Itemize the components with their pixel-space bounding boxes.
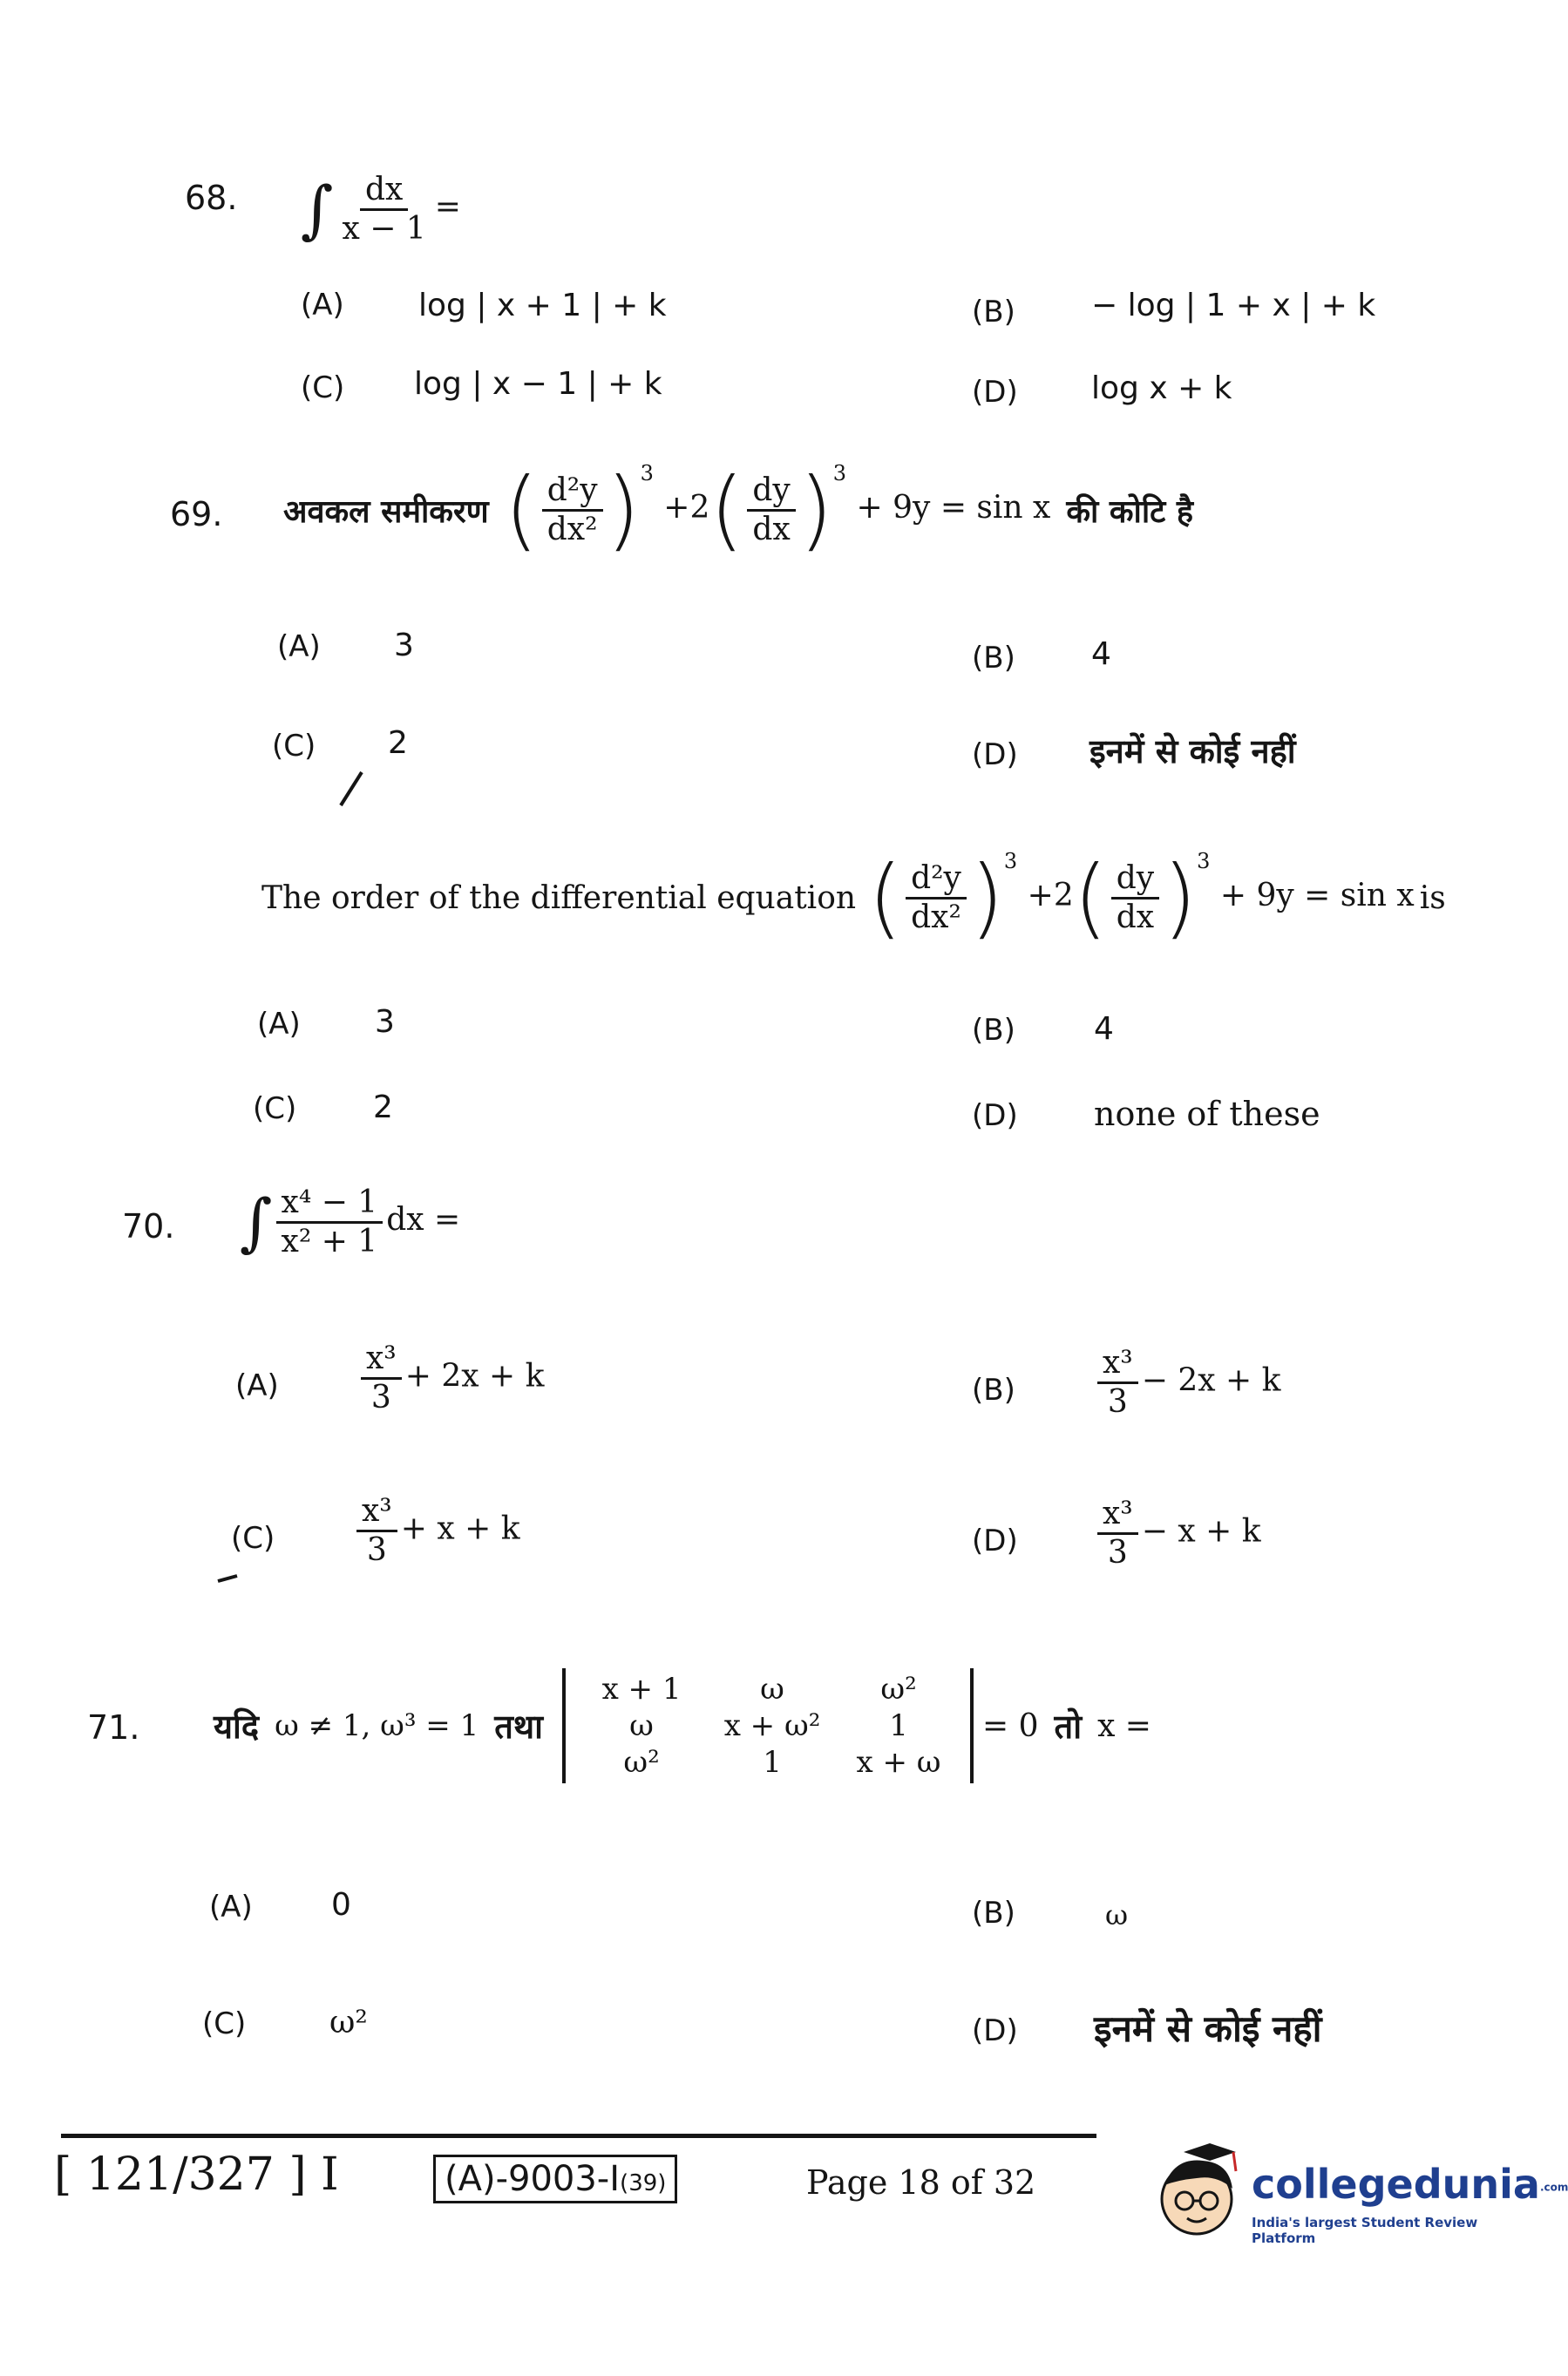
option-value-a: 0 [331, 1887, 351, 1923]
option-value-c: ω² [329, 2005, 368, 2040]
option-value-a: 3 [375, 1004, 395, 1040]
option-label-b: (B) [972, 1373, 1015, 1408]
pen-mark-icon [336, 767, 370, 811]
question-69-english-suffix: is [1419, 879, 1446, 916]
question-69-english [261, 837, 1446, 959]
determinant-matrix: x + 1 ω ω² ω x + ω² 1 ω² 1 x + ω [562, 1668, 974, 1783]
integral-sign-icon: ∫ [301, 173, 334, 246]
question-71-ask: x = [1097, 1707, 1151, 1744]
booklet-code-sub: (39) [620, 2170, 667, 2196]
option-label-a: (A) [257, 1007, 301, 1042]
question-69-hindi-suffix: की कोटि है [1066, 493, 1193, 530]
option-label-c: (C) [253, 1091, 297, 1126]
option-value-d: log x + k [1091, 370, 1232, 406]
page-number: Page 18 of 32 [806, 2163, 1036, 2202]
option-label-c: (C) [301, 370, 345, 405]
graduate-avatar-icon [1149, 2140, 1245, 2244]
option-label-c: (C) [272, 729, 316, 764]
question-number-68: 68. [185, 179, 238, 217]
booklet-code: (A)-9003-I [445, 2159, 621, 2199]
option-label-b: (B) [972, 1896, 1015, 1931]
option-value-c: 2 [388, 725, 408, 761]
option-label-a: (A) [277, 629, 321, 664]
brand-logo [1149, 2140, 1568, 2246]
question-71-if: यदि [214, 1707, 260, 1746]
fraction: $\frac{\text{x⁴ − 1}}{\text{x² + 1}}$ [276, 1186, 384, 1259]
determinant [562, 1668, 974, 1783]
question-number-70: 70. [122, 1207, 175, 1246]
option-value-b: ω [1105, 1898, 1129, 1931]
differential-equation: ( $\frac{\text{d²y}}{\text{dx²}}$ )$^3$ +2( $\frac{dy}{dx}$ )$^3$ + 9y = sin x [504, 458, 1051, 560]
differential-equation: ( $\frac{\text{d²y}}{\text{dx²}}$ )$^3$ +2( $\frac{dy}{dx}$ )$^3$ + 9y = sin x [868, 846, 1415, 948]
integral-sign-icon: ∫ [240, 1185, 273, 1259]
question-69-hindi-prefix: अवकल समीकरण [283, 493, 489, 530]
option-label-d: (D) [972, 2013, 1018, 2048]
brand-name: collegedunia.com [1252, 2161, 1568, 2208]
question-71-condition: ω ≠ 1, ω³ = 1 [275, 1708, 479, 1743]
option-value-d: none of these [1094, 1095, 1320, 1133]
option-value-d: $\frac{\text{x³}}{3}$ − x + k [1094, 1497, 1261, 1570]
footer-rule [61, 2134, 1096, 2138]
option-label-b: (B) [972, 641, 1015, 675]
option-value-b: $\frac{\text{x³}}{3}$ − 2x + k [1094, 1347, 1280, 1419]
brand-tagline: India's largest Student Review Platform [1252, 2215, 1478, 2246]
option-value-c: log | x − 1 | + k [414, 366, 662, 402]
option-value-a: $\frac{\text{x³}}{3}$ + 2x + k [357, 1342, 544, 1415]
question-69-english-prefix: The order of the differential equation [261, 879, 857, 916]
option-label-b: (B) [972, 295, 1015, 329]
question-number-71: 71. [87, 1708, 140, 1747]
fraction: $\frac{dx}{x - 1}$ [342, 171, 426, 247]
question-70-expression: ∫ $\frac{\text{x⁴ − 1}}{\text{x² + 1}}$ dx = [240, 1184, 461, 1259]
option-value-b: − log | 1 + x | + k [1091, 288, 1376, 323]
pen-mark-icon [216, 1569, 242, 1586]
option-label-b: (B) [972, 1013, 1015, 1048]
option-label-d: (D) [972, 737, 1018, 772]
option-label-d: (D) [972, 1524, 1018, 1558]
option-label-c: (C) [231, 1521, 275, 1556]
option-value-a: log | x + 1 | + k [418, 288, 667, 323]
option-value-c: $\frac{\text{x³}}{3}$ + x + k [353, 1495, 520, 1567]
option-value-d: इनमें से कोई नहीं [1094, 2007, 1322, 2050]
paper-code: [ 121/327 ] I [54, 2149, 339, 2201]
question-71-eq-tail: = 0 [982, 1707, 1039, 1744]
question-71-statement [214, 1639, 1151, 1813]
question-71-then: तो [1054, 1707, 1083, 1746]
option-value-c: 2 [373, 1090, 393, 1125]
booklet-code-box [433, 2155, 677, 2203]
question-71-and: तथा [494, 1707, 544, 1746]
question-number-69: 69. [170, 495, 223, 533]
question-68-expression: ∫ $\frac{dx}{x - 1}$ = [301, 171, 461, 247]
option-label-a: (A) [301, 288, 344, 322]
question-69-hindi [283, 453, 1193, 567]
option-value-d: इनमें से कोई नहीं [1089, 732, 1296, 771]
option-label-a: (A) [235, 1368, 279, 1403]
option-value-a: 3 [394, 628, 414, 663]
option-value-b: 4 [1094, 1011, 1114, 1047]
option-label-c: (C) [202, 2006, 247, 2041]
option-value-b: 4 [1091, 636, 1111, 672]
option-label-a: (A) [209, 1890, 253, 1925]
option-label-d: (D) [972, 1098, 1018, 1133]
option-label-d: (D) [972, 375, 1018, 410]
